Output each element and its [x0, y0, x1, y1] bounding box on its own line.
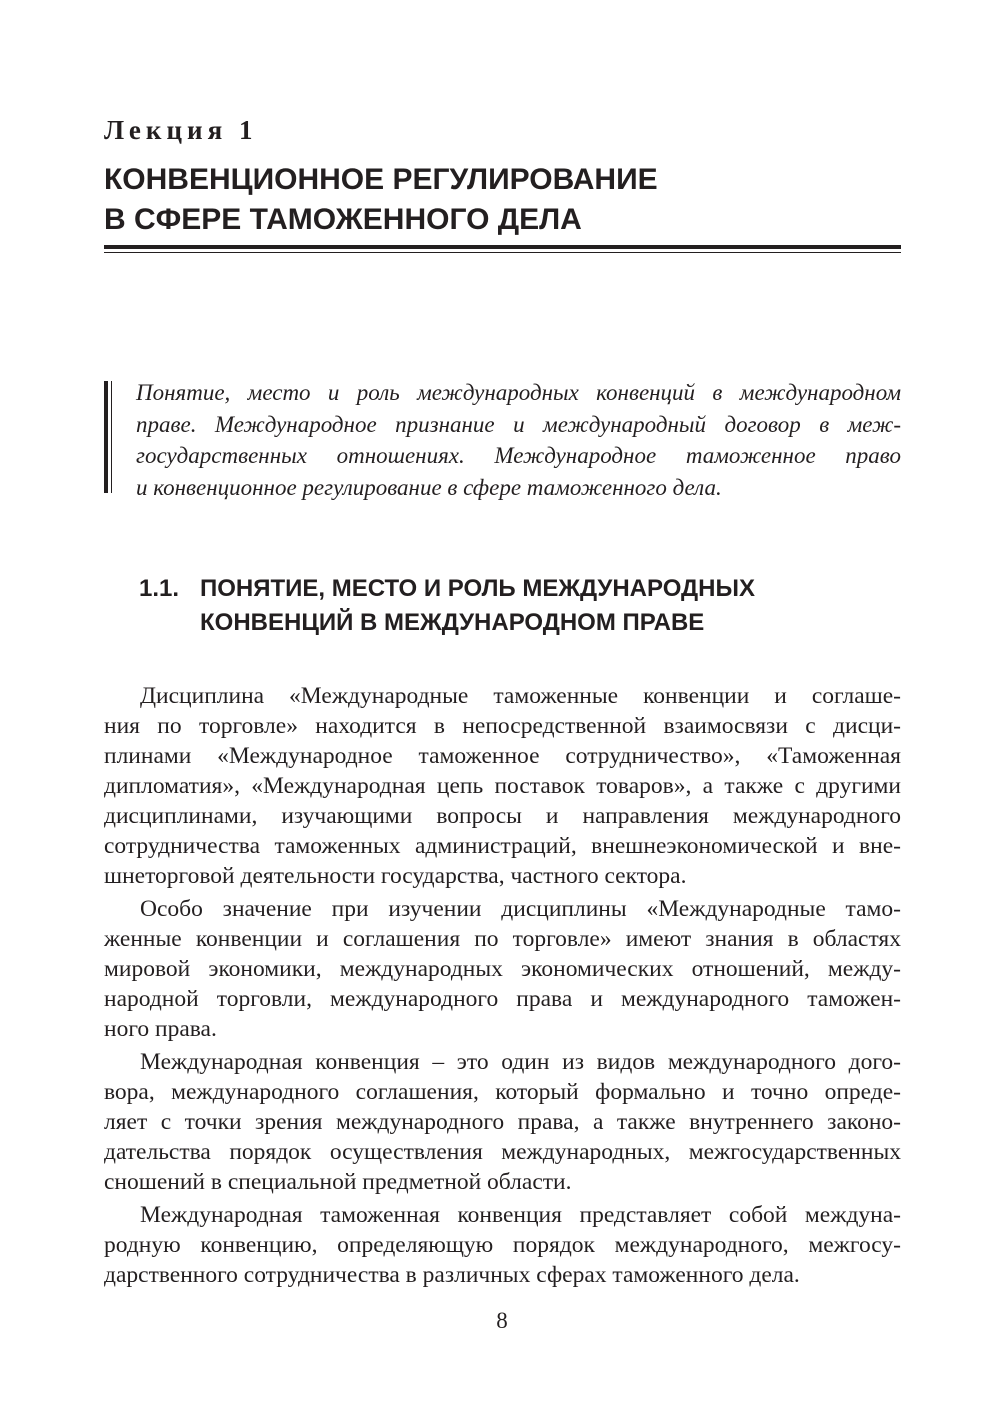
body-text	[104, 681, 901, 1293]
paragraph-line: Международная конвенция – это один из видов международного дого-	[140, 1049, 901, 1075]
chapter-title-line: В СФЕРЕ ТАМОЖЕННОГО ДЕЛА	[104, 203, 582, 236]
paragraph-line: дипломатия», «Международная цепь поставок товаров», а также с другими	[104, 773, 901, 799]
abstract-line: и конвенционное регулирование в сфере таможенного дела.	[136, 474, 722, 500]
section-title-line: КОНВЕНЦИЙ В МЕЖДУНАРОДНОМ ПРАВЕ	[200, 609, 705, 636]
paragraph	[104, 681, 901, 891]
abstract-line: праве. Международное признание и международный договор в меж-	[136, 411, 901, 437]
section-title	[200, 572, 920, 640]
abstract-bar-thin	[111, 381, 112, 493]
paragraph	[104, 894, 901, 1044]
chapter-title	[104, 160, 904, 240]
paragraph-line: плинами «Международное таможенное сотрудничество», «Таможенная	[104, 743, 901, 769]
paragraph-line: дисциплинами, изучающими вопросы и направления международного	[104, 803, 901, 829]
paragraph-line: вора, международного соглашения, который формально и точно опреде-	[104, 1079, 901, 1105]
paragraph-line: дательства порядок осуществления международных, межгосударственных	[104, 1139, 901, 1165]
page-number: 8	[496, 1308, 508, 1333]
paragraph-line: Международная таможенная конвенция представляет собой междуна-	[140, 1202, 901, 1228]
paragraph-line: сотрудничества таможенных администраций, внешнеэкономической и вне-	[104, 833, 901, 859]
title-rule-thin	[104, 252, 901, 253]
paragraph-line: ния по торговле» находится в непосредственной взаимосвязи с дисци-	[104, 713, 901, 739]
section-number: 1.1.	[139, 575, 180, 602]
paragraph-line: дарственного сотрудничества в различных сферах таможенного дела.	[104, 1262, 800, 1288]
abstract-line: государственных отношениях. Международное таможенное право	[136, 443, 901, 468]
paragraph-line: мировой экономики, международных экономических отношений, между-	[104, 956, 901, 982]
paragraph	[104, 1200, 901, 1290]
lecture-label: Лекция 1	[104, 115, 258, 145]
paragraph-line: ного права.	[104, 1016, 217, 1042]
paragraph-line: сношений в специальной предметной области.	[104, 1169, 572, 1195]
abstract-bar-thick	[104, 381, 108, 493]
paragraph-line: народной торговли, международного права и международного таможен-	[104, 986, 901, 1012]
abstract-text	[136, 377, 901, 503]
paragraph-line: ляет с точки зрения международного права, а также внутреннего законо-	[104, 1109, 901, 1135]
section-title-line: ПОНЯТИЕ, МЕСТО И РОЛЬ МЕЖДУНАРОДНЫХ	[200, 575, 755, 602]
paragraph	[104, 1047, 901, 1197]
title-rule-thick	[104, 245, 901, 249]
paragraph-line: шнеторговой деятельности государства, частного сектора.	[104, 863, 687, 889]
chapter-title-line: КОНВЕНЦИОННОЕ РЕГУЛИРОВАНИЕ	[104, 163, 658, 196]
paragraph-line: родную конвенцию, определяющую порядок международного, межгосу-	[104, 1232, 901, 1258]
paragraph-line: Дисциплина «Международные таможенные конвенции и соглаше-	[140, 683, 901, 709]
abstract-line: Понятие, место и роль международных конвенций в международном	[136, 380, 901, 405]
paragraph-line: Особо значение при изучении дисциплины «Международные тамо-	[140, 896, 901, 922]
paragraph-line: женные конвенции и соглашения по торговле» имеют знания в областях	[104, 926, 901, 952]
